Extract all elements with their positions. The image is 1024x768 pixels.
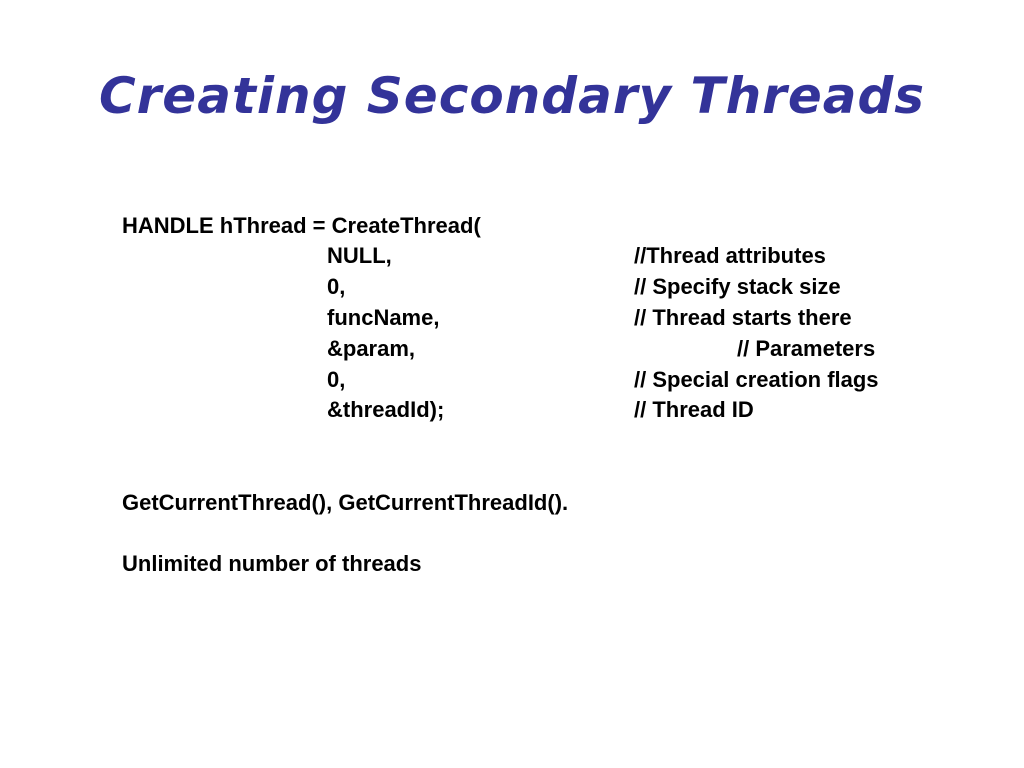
code-comment: // Thread ID	[634, 397, 754, 422]
code-arg: &threadId);	[327, 397, 445, 422]
code-arg: 0,	[327, 274, 346, 299]
code-arg: NULL,	[327, 243, 392, 268]
code-arg-row	[0, 365, 1024, 396]
code-header: HANDLE hThread = CreateThread(	[122, 213, 481, 238]
code-comment: // Thread starts there	[634, 305, 852, 330]
code-arg-row	[0, 303, 1024, 334]
code-arg-row	[0, 241, 1024, 272]
unlimited-threads-line: Unlimited number of threads	[122, 551, 422, 576]
code-comment: //Thread attributes	[634, 243, 826, 268]
code-comment: // Specify stack size	[634, 274, 841, 299]
code-arg: funcName,	[327, 305, 440, 330]
get-current-thread-line: GetCurrentThread(), GetCurrentThreadId().	[122, 490, 569, 515]
code-arg: &param,	[327, 336, 416, 361]
code-arg-row	[0, 395, 1024, 426]
code-arg-row	[0, 334, 1024, 365]
slide-title: Creating Secondary Threads	[98, 67, 926, 125]
code-comment: // Parameters	[737, 336, 876, 361]
code-comment: // Special creation flags	[634, 367, 879, 392]
code-arg-row	[0, 272, 1024, 303]
code-arg: 0,	[327, 367, 346, 392]
